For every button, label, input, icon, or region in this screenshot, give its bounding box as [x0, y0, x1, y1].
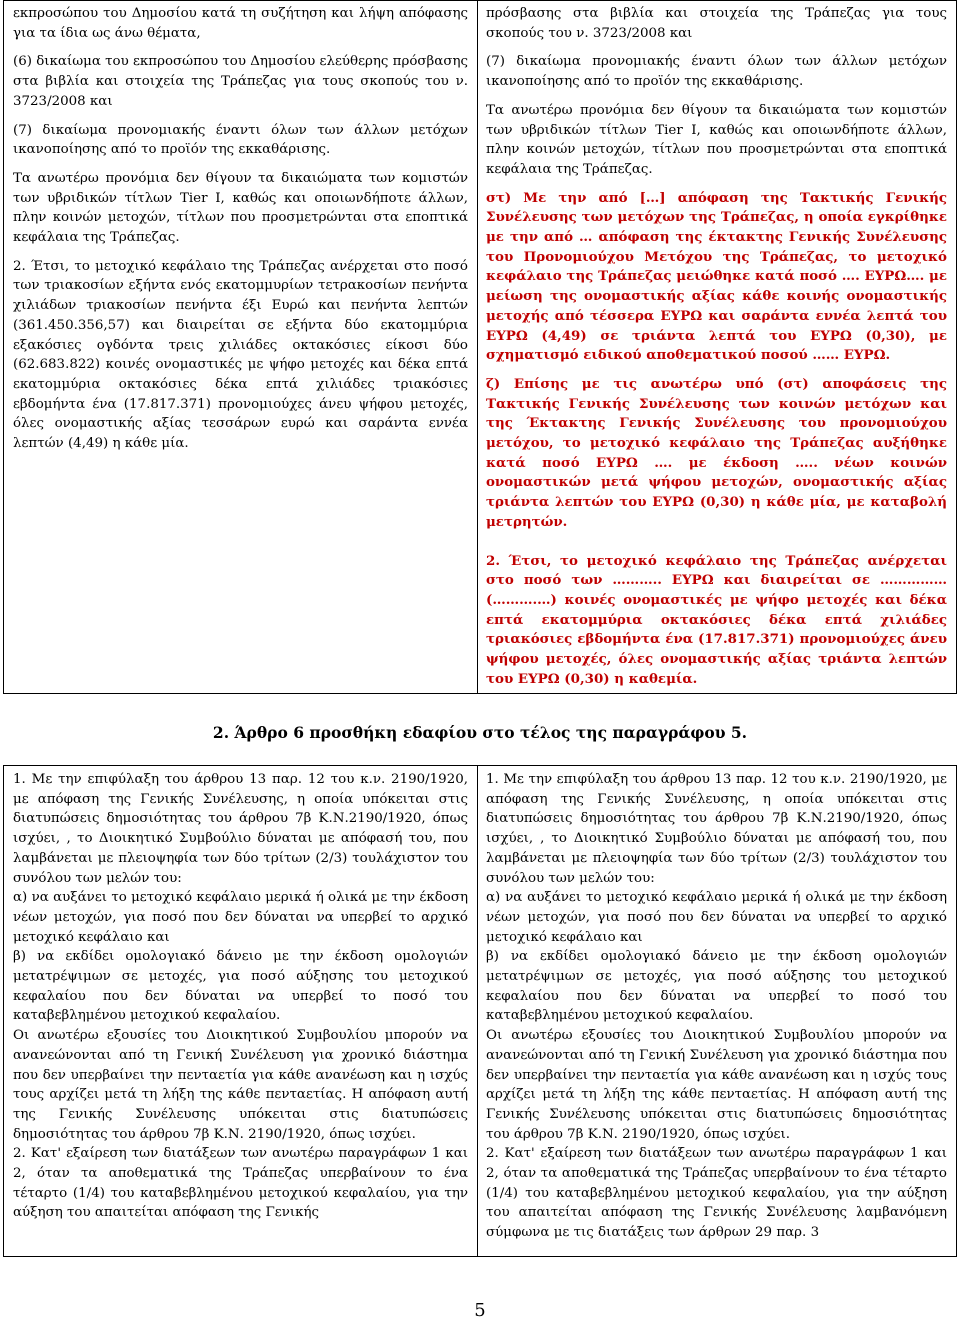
proposed-text-column — [478, 766, 956, 1256]
paragraph: Τα ανωτέρω προνόμια δεν θίγουν τα δικαιώματα των κομιστών των υβριδικών τίτλων Tier I, καθώς και οποιωνδήποτε άλλων, πλην κοινών μετοχών, τίτλων που προσμετρώνται στα εποπτικά κεφάλαια της Τράπεζας. — [486, 102, 947, 177]
amendment-paragraph: στ) Με την από […] απόφαση της Τακτικής Γενικής Συνέλευσης των μετόχων της Τράπεζας, η οποία εγκρίθηκε με την από … απόφαση της έκτακτης Γενικής Συνέλευσης του Προνομιούχου Μετόχου της Τράπεζας, το μετοχικό κεφάλαιο της Τράπεζας μειώθηκε κατά ποσό …. ΕΥΡΩ…. με μείωση της ονομαστικής αξίας κάθε κοινής ονομαστικής μετοχής από τέσσερα ΕΥΡΩ και σαράντα εννέα λεπτά του ΕΥΡΩ (4,49) σε τριάντα λεπτά του ΕΥΡΩ (0,30), με σχηματισμό ειδικού αποθεματικού ποσού …… ΕΥΡΩ. — [486, 189, 947, 364]
paragraph: Οι ανωτέρω εξουσίες του Διοικητικού Συμβουλίου μπορούν να ανανεώνονται από τη Γενική Συνέλευση για χρονικό διάστημα που δεν υπερβαίνει την πενταετία για κάθε ανανέωση και η ισχύς τους αρχίζει μετά τη λήξη της κάθε πενταετίας. Η απόφαση αυτή της Γενικής Συνέλευσης υπόκειται στις διατυπώσεις δημοσιότητας του άρθρου 7β Κ.Ν. 2190/1920, όπως ισχύει. — [13, 1028, 468, 1142]
paragraph: α) να αυξάνει το μετοχικό κεφάλαιο μερικά ή ολικά με την έκδοση νέων μετοχών, για ποσό που δεν δύναται να υπερβεί το αρχικό μετοχικό κεφάλαιο και — [486, 890, 947, 945]
paragraph: α) να αυξάνει το μετοχικό κεφάλαιο μερικά ή ολικά με την έκδοση νέων μετοχών, για ποσό που δεν δύναται να υπερβεί το αρχικό μετοχικό κεφάλαιο και — [13, 890, 468, 945]
paragraph: Οι ανωτέρω εξουσίες του Διοικητικού Συμβουλίου μπορούν να ανανεώνονται από τη Γενική Συνέλευση για χρονικό διάστημα που δεν υπερβαίνει την πενταετία για κάθε ανανέωση και η ισχύς τους αρχίζει μετά τη λήξη της κάθε πενταετίας. Η απόφαση αυτή της Γενικής Συνέλευσης υπόκειται στις διατυπώσεις δημοσιότητας του άρθρου 7β Κ.Ν. 2190/1920, όπως ισχύει. — [486, 1028, 947, 1142]
paragraph: β) να εκδίδει ομολογιακό δάνειο με την έκδοση ομολογιών μετατρέψιμων σε μετοχές, για ποσό αύξησης του μετοχικού κεφαλαίου που δεν δύναται να υπερβεί το ποσό του καταβεβλημένου μετοχικού κεφαλαίου. — [13, 949, 468, 1024]
paragraph: 2. Κατ' εξαίρεση των διατάξεων των ανωτέρω παραγράφων 1 και 2, όταν τα αποθεματικά της Τράπεζας υπερβαίνουν το ένα τέταρτο (1/4) του καταβεβλημένου μετοχικού κεφαλαίου, για την αύξηση του απαιτείται απόφαση της Γενικής — [13, 1146, 468, 1221]
paragraph: 1. Με την επιφύλαξη του άρθρου 13 παρ. 12 του κ.ν. 2190/1920, με απόφαση της Γενικής Συνέλευσης, η οποία υπόκειται στις διατυπώσεις δημοσιότητας του άρθρου 7β Κ.Ν.2190/1920, όπως ισχύει, , το Διοικητικό Συμβούλιο δύναται με απόφασή του, που λαμβάνεται με πλειοψηφία των δύο τρίτων (2/3) τουλάχιστον του συνόλου των μελών του: — [13, 772, 468, 886]
section-heading: 2. Άρθρο 6 προσθήκη εδαφίου στο τέλος της παραγράφου 5. — [212, 723, 748, 742]
paragraph: Τα ανωτέρω προνόμια δεν θίγουν τα δικαιώματα των κομιστών των υβριδικών τίτλων Tier I, καθώς και οποιωνδήποτε άλλων, πλην κοινών μετοχών, τίτλων που προσμετρώνται στα εποπτικά κεφάλαια της Τράπεζας. — [13, 170, 468, 246]
paragraph: β) να εκδίδει ομολογιακό δάνειο με την έκδοση ομολογιών μετατρέψιμων σε μετοχές, για ποσό αύξησης του μετοχικού κεφαλαίου που δεν δύναται να υπερβεί το ποσό του καταβεβλημένου μετοχικού κεφαλαίου. — [486, 949, 947, 1024]
paragraph: 2. Έτσι, το μετοχικό κεφάλαιο της Τράπεζας ανέρχεται στο ποσό των τριακοσίων εξήντα ενός εκατομμυρίων τετρακοσίων πενήντα χιλιάδων τριακοσίων πενήντα έξι Ευρώ και πενήντα λεπτών (361.450.356,57) και διαιρείται σε εξήντα δύο εκατομμύρια εξακόσιες ογδόντα τρεις χιλιάδες οκτακόσιες είκοσι δύο (62.683.822) κοινές ονομαστικές με ψήφο μετοχές και δέκα επτά εκατομμύρια οκτακόσιες δέκα επτά χιλιάδες τριακόσιες εβδομήντα ένα (17.817.371) προνομιούχες άνευ ψήφου μετοχές, όλες ονομαστικής αξίας τεσσάρων ευρώ και σαράντα εννέα λεπτών (4,49) η κάθε μία. — [13, 258, 468, 452]
comparison-table-top — [3, 0, 957, 694]
paragraph: πρόσβασης στα βιβλία και στοιχεία της Τράπεζας για τους σκοπούς του ν. 3723/2008 και — [486, 6, 947, 41]
amendment-paragraph: 2. Έτσι, το μετοχικό κεφάλαιο της Τράπεζας ανέρχεται στο ποσό των ……….. ΕΥΡΩ και διαιρείται σε ……………(……….…) κοινές ονομαστικές με ψήφο μετοχές και δέκα επτά εκατομμύρια οκτακόσιες δέκα επτά χιλιάδες τριακόσιες εβδομήντα ένα (17.817.371) προνομιούχες άνευ ψήφου μετοχές, όλες ονομαστικής αξίας τριάντα λεπτών του ΕΥΡΩ (0,30) η καθεμία. — [486, 552, 947, 687]
amendment-paragraph: ζ) Επίσης με τις ανωτέρω υπό (στ) αποφάσεις της Τακτικής Γενικής Συνέλευσης των κοινών μετόχων και της Έκτακτης Γενικής Συνέλευσης του προνομιούχου μετόχου, το μετοχικό κεφάλαιο της Τράπεζας αυξήθηκε κατά ποσό ΕΥΡΩ …. με έκδοση ….. νέων κοινών ονομαστικών μετά ψήφου μετοχών, ονομαστικής αξίας τριάντα λεπτών του ΕΥΡΩ (0,30) η κάθε μία, με καταβολή μετρητών. — [486, 375, 947, 530]
paragraph: εκπροσώπου του Δημοσίου κατά τη συζήτηση και λήψη απόφασης για τα ίδια ως άνω θέματα, — [13, 6, 468, 41]
comparison-table-bottom — [3, 765, 957, 1257]
paragraph: (6) δικαίωμα του εκπροσώπου του Δημοσίου ελεύθερης πρόσβασης στα βιβλία και στοιχεία της Τράπεζας για τους σκοπούς του ν. 3723/2008 και — [13, 54, 468, 109]
paragraph: (7) δικαίωμα προνομιακής έναντι όλων των άλλων μετόχων ικανοποίησης από το προϊόν της εκκαθάρισης. — [486, 54, 947, 90]
paragraph: 1. Με την επιφύλαξη του άρθρου 13 παρ. 12 του κ.ν. 2190/1920, με απόφαση της Γενικής Συνέλευσης, η οποία υπόκειται στις διατυπώσεις δημοσιότητας του άρθρου 7β Κ.Ν.2190/1920, όπως ισχύει, , το Διοικητικό Συμβούλιο δύναται με απόφασή του, που λαμβάνεται με πλειοψηφία των δύο τρίτων (2/3) τουλάχιστον του συνόλου των μελών του: — [486, 772, 947, 886]
current-text-column — [4, 1, 478, 693]
paragraph: (7) δικαίωμα προνομιακής έναντι όλων των άλλων μετόχων ικανοποίησης από το προϊόν της εκκαθάρισης. — [13, 122, 468, 158]
paragraph: 2. Κατ' εξαίρεση των διατάξεων των ανωτέρω παραγράφων 1 και 2, όταν τα αποθεματικά της Τράπεζας υπερβαίνουν το ένα τέταρτο (1/4) του καταβεβλημένου μετοχικού κεφαλαίου, για την αύξηση του απαιτείται απόφαση της Γενικής Συνέλευσης λαμβανόμενη σύμφωνα με τις διατάξεις των άρθρων 29 παρ. 3 — [486, 1146, 947, 1241]
proposed-text-column — [478, 1, 956, 693]
page-number: 5 — [474, 1300, 486, 1321]
current-text-column — [4, 766, 478, 1256]
